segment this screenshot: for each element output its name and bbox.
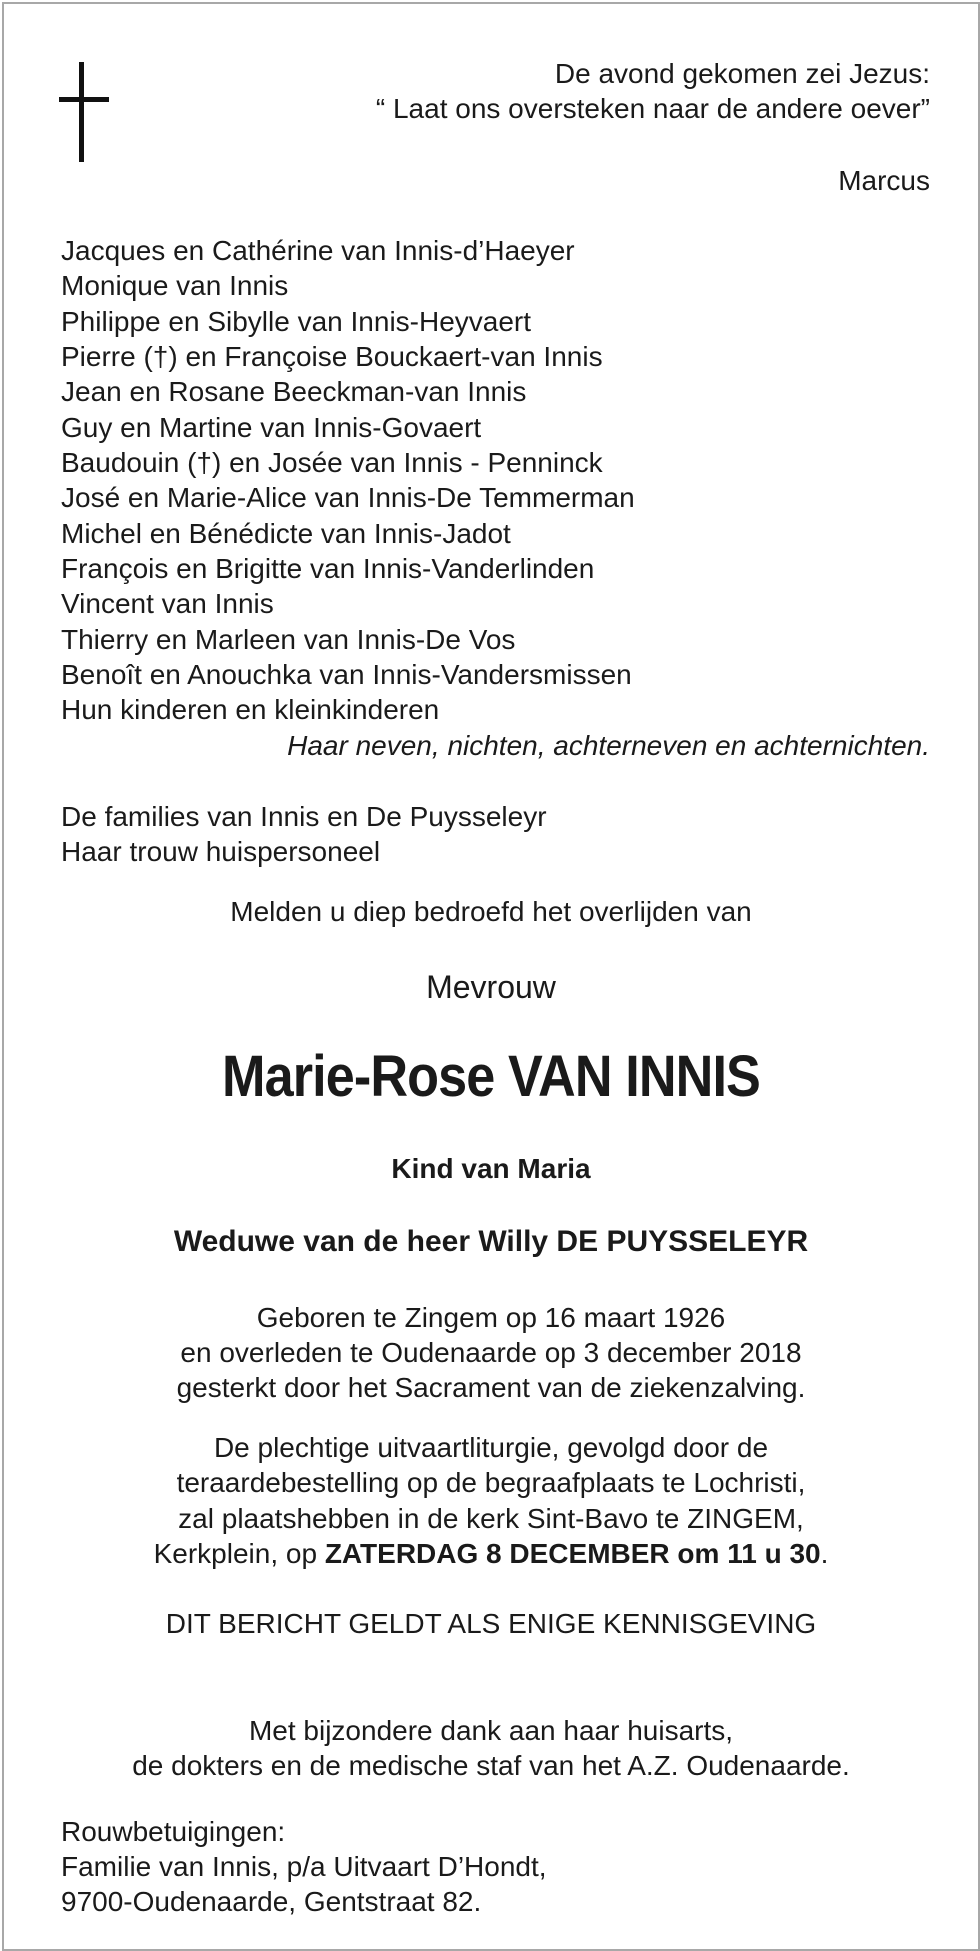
mourner-line: Baudouin (†) en Josée van Innis - Penninck [61,447,603,478]
condolences-heading: Rouwbetuigingen: [61,1816,286,1847]
sacrament-line: gesterkt door het Sacrament van de ziekenzalving. [176,1372,806,1403]
funeral-date: ZATERDAG 8 DECEMBER om 11 u 30 [324,1538,821,1569]
mourner-line: Jean en Rosane Beeckman-van Innis [61,376,527,407]
deceased-name: Marie-Rose VAN INNIS [222,1044,760,1109]
mourner-line: Jacques en Cathérine van Innis-d’Haeyer [61,235,575,266]
funeral-date-line [4,1536,978,1571]
mourner-line: Benoît en Anouchka van Innis-Vandersmissen [61,659,632,690]
announcement: Melden u diep bedroefd het overlijden van [230,896,752,927]
condolences-address: 9700-Oudenaarde, Gentstraat 82. [61,1886,482,1917]
condolences-line: Familie van Innis, p/a Uitvaart D’Hondt, [61,1851,547,1882]
quote-line-2: “ Laat ons oversteken naar de andere oever” [375,93,930,124]
mourner-line: François en Brigitte van Innis-Vanderlinden [61,553,595,584]
honorific: Mevrouw [426,969,556,1005]
quote-source: Marcus [838,165,930,196]
thanks-line: de dokters en de medische staf van het A.Z. Oudenaarde. [132,1750,850,1781]
funeral-line: teraardebestelling op de begraafplaats te Lochristi, [176,1467,806,1498]
funeral-line: zal plaatshebben in de kerk Sint-Bavo te ZINGEM, [178,1503,804,1534]
relatives-line: Haar neven, nichten, achterneven en achternichten. [287,730,930,761]
mourner-line: José en Marie-Alice van Innis-De Temmerman [61,482,635,513]
families-line: De families van Innis en De Puysseleyr [61,801,547,832]
funeral-place: Kerkplein, op [153,1538,325,1569]
mourner-line: Monique van Innis [61,270,289,301]
mourner-line: Vincent van Innis [61,588,274,619]
mourner-line: Philippe en Sibylle van Innis-Heyvaert [61,306,532,337]
quote-line-1: De avond gekomen zei Jezus: [554,58,930,89]
mourner-line: Michel en Bénédicte van Innis-Jadot [61,518,511,549]
mourner-line: Guy en Martine van Innis-Govaert [61,412,482,443]
staff-line: Haar trouw huispersoneel [61,836,381,867]
death-line: en overleden te Oudenaarde op 3 december 2018 [180,1337,802,1368]
mourner-line: Hun kinderen en kleinkinderen [61,694,440,725]
widow-line: Weduwe van de heer Willy DE PUYSSELEYR [173,1225,809,1258]
thanks-line: Met bijzondere dank aan haar huisarts, [248,1715,734,1746]
funeral-line: De plechtige uitvaartliturgie, gevolgd door de [213,1432,769,1463]
mourner-line: Pierre (†) en Françoise Bouckaert-van Innis [61,341,603,372]
funeral-period: . [820,1538,829,1569]
cross-icon [59,62,109,162]
mourner-line: Thierry en Marleen van Innis-De Vos [61,624,516,655]
subtitle: Kind van Maria [391,1153,591,1184]
birth-line: Geboren te Zingem op 16 maart 1926 [256,1302,726,1333]
notice: DIT BERICHT GELDT ALS ENIGE KENNISGEVING [165,1608,817,1639]
death-notice [2,2,980,1951]
